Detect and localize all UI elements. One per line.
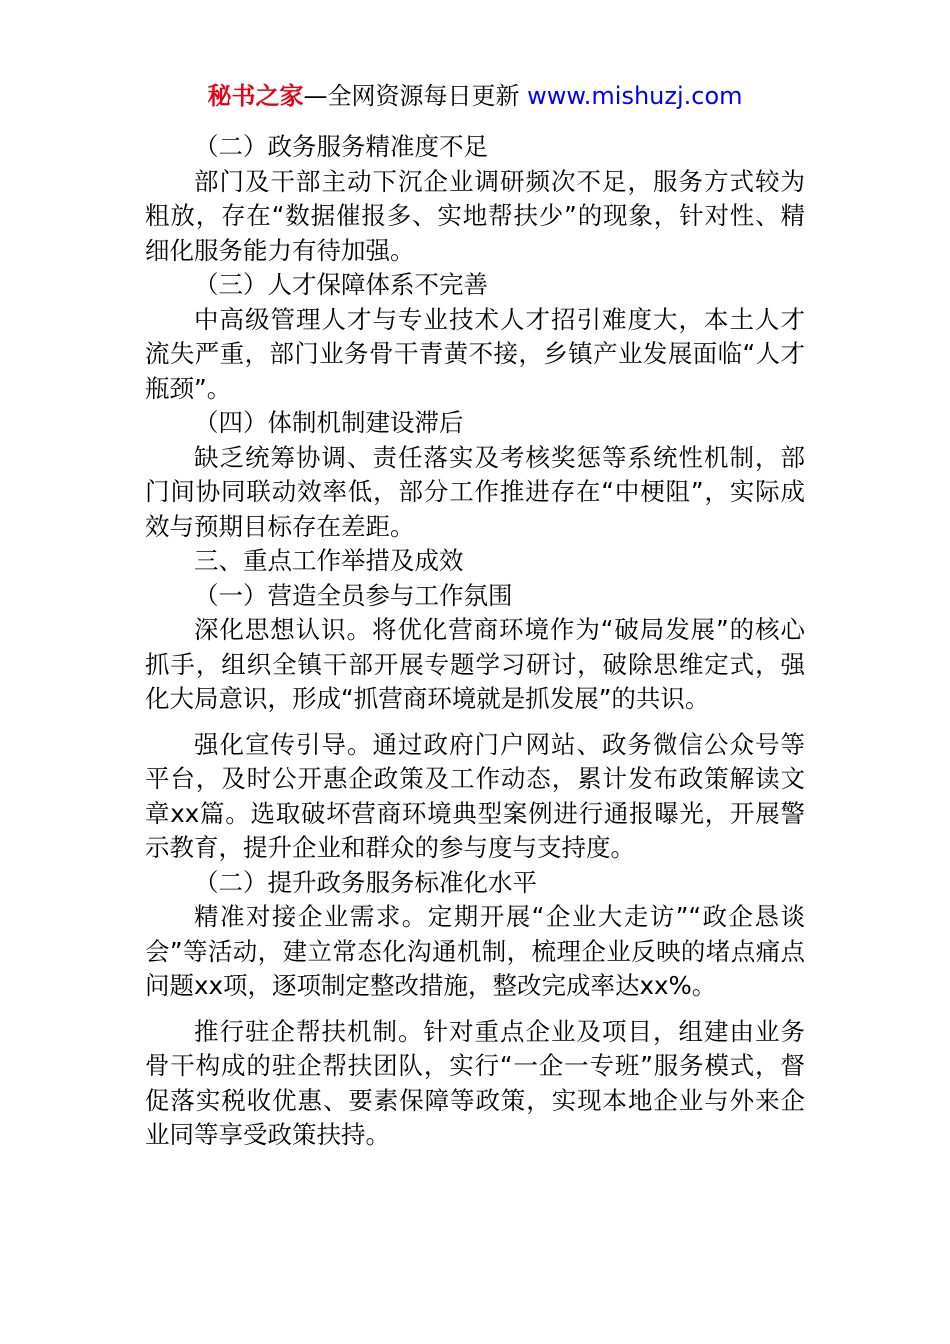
site-header [0,80,950,112]
body-paragraph: 强化宣传引导。通过政府门户网站、政务微信公众号等平台，及时公开惠企政策及工作动态，累计发布政策解读文章xx篇。选取破坏营商环境典型案例进行通报曝光，开展警示教育，提升企业和群众的参与度与支持度。 [145,729,805,862]
site-brand: 秘书之家 [207,82,304,110]
body-paragraph: 缺乏统筹协调、责任落实及考核奖惩等系统性机制，部门间协同联动效率低，部分工作推进存在“中梗阻”，实际成效与预期目标存在差距。 [145,442,805,541]
site-tagline: —全网资源每日更新 [303,82,528,110]
section-heading: （一）营造全员参与工作氛围 [194,580,513,610]
body-paragraph: 深化思想认识。将优化营商环境作为“破局发展”的核心抓手，组织全镇干部开展专题学习研讨，破除思维定式，强化大局意识，形成“抓营商环境就是抓发展”的共识。 [145,615,805,713]
section-heading: （四）体制机制建设滞后 [194,408,464,437]
body-paragraph: 精准对接企业需求。定期开展“企业大走访”“政企恳谈会”等活动，建立常态化沟通机制，梳理企业反映的堵点痛点问题xx项，逐项制定整改措施，整改完成率达xx%。 [145,902,805,1000]
section-heading: （二）提升政务服务标准化水平 [194,867,537,897]
chapter-heading: 三、重点工作举措及成效 [194,546,464,575]
site-url[interactable]: www.mishuzj.com [527,82,743,110]
section-heading: （三）人才保障体系不完善 [194,270,488,299]
body-paragraph: 推行驻企帮扶机制。针对重点企业及项目，组建由业务骨干构成的驻企帮扶团队，实行“一企一专班”服务模式，督促落实税收优惠、要素保障等政策，实现本地企业与外来企业同等享受政策扶持。 [145,1016,805,1149]
document-body [145,130,805,1153]
section-heading: （二）政务服务精准度不足 [194,132,488,161]
body-paragraph: 中高级管理人才与专业技术人才招引难度大，本土人才流失严重，部门业务骨干青黄不接，乡镇产业发展面临“人才瓶颈”。 [145,304,805,403]
body-paragraph: 部门及干部主动下沉企业调研频次不足，服务方式较为粗放，存在“数据催报多、实地帮扶少”的现象，针对性、精细化服务能力有待加强。 [145,166,805,265]
